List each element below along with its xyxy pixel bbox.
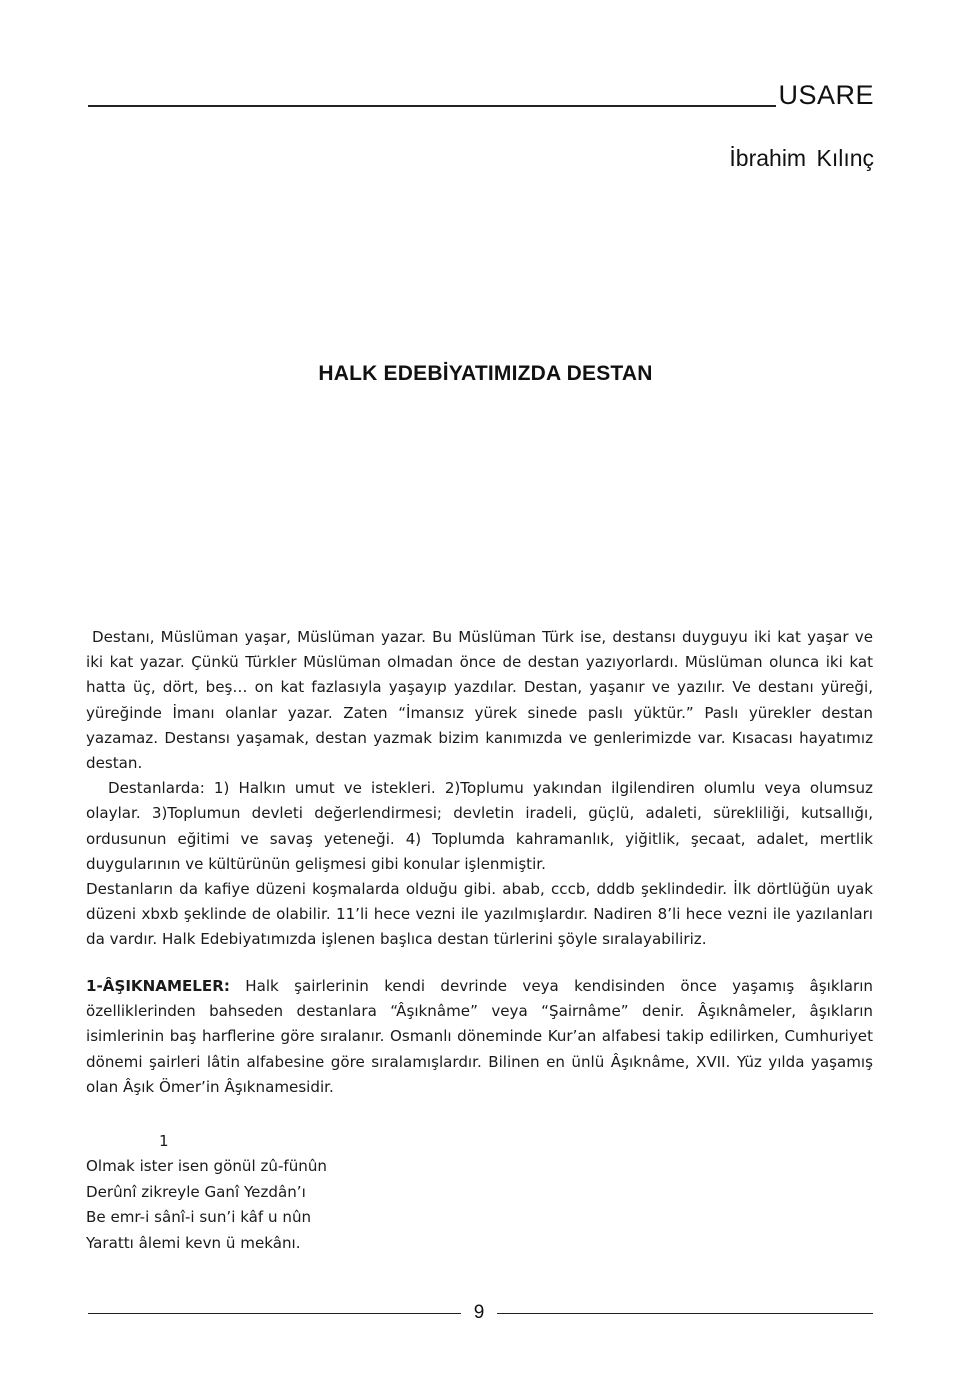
intro-section [86,625,873,953]
section-asiknameler [86,974,873,1100]
article-title: HALK EDEBİYATIMIZDA DESTAN [318,362,653,385]
poem-number: 1 [159,1132,169,1150]
poem-line: Olmak ister isen gönül zû-fünûn [86,1157,327,1176]
page-number: 9 [473,1302,485,1323]
section-body: Halk şairlerinin kendi devrinde veya kendisinden önce yaşamış âşıkların özelliklerinden bahseden destanlara “Âşıknâme” veya “Şairnâme” denir. Âşıknâmeler, âşıkların isimlerinin baş harflerine göre sıralanır. Osmanlı döneminde Kur’an alfabesi takip edilirken, Cumhuriyet dönemi şairleri lâtin alfabesine göre sıralamışlardır. Bilinen en ünlü Âşıknâme, XVII. Yüz yılda yaşamış olan Âşık Ömer’in Âşıknamesidir. [86,977,873,1096]
footer-rule-right [497,1313,873,1314]
poem-line: Yarattı âlemi kevn ü mekânı. [86,1233,301,1252]
section-paragraph [86,974,873,1100]
section-heading: 1-ÂŞIKNAMELER: [86,977,230,995]
paragraph-intro: Destanı, Müslüman yaşar, Müslüman yazar. Bu Müslüman Türk ise, destansı duyguyu iki kat yaşar ve iki kat yazar. Çünkü Türkler Müslüman olmadan önce de destan yazıyorlardı. Müslüman olunca iki kat hatta üç, dört, beş… on kat fazlasıyla yaşayıp yazdılar. Destan, yaşanır ve yazılır. Ve destanı yüreği, yüreğinde İmanı olanlar yazar. Zaten “İmansız yürek sinede paslı yüktür.” Paslı yürekler destan yazamaz. Destansı yaşamak, destan yazmak bizim kanımızda ve genlerimizde var. Kısacası hayatımız destan. [86,628,873,773]
poem-line: Be emr-i sânî-i sun’i kâf u nûn [86,1208,312,1227]
paragraph-themes: Destanlarda: 1) Halkın umut ve istekleri. 2)Toplumu yakından ilgilendiren olumlu veya olumsuz olaylar. 3)Toplumun devleti değerlendirmesi; devletin iradeli, güçlü, adaleti, sürekliliği, kutsallığı, ordusunun eğitimi ve savaş yeteneği. 4) Toplumda kahramanlık, yiğitlik, şecaat, adalet, mertlik duygularının ve kültürünün gelişmesi gibi konular işlenmiştir. [86,779,873,873]
journal-name: USARE [778,80,874,110]
header-rule [88,105,776,107]
poem-block [86,1129,327,1256]
poem-line: Derûnî zikreyle Ganî Yezdân’ı [86,1182,306,1201]
paragraph-rhyme: Destanların da kafiye düzeni koşmalarda olduğu gibi. abab, cccb, dddb şeklindedir. İlk dörtlüğün uyak düzeni xbxb şeklinde de olabilir. 11’li hece vezni ile yazılmışlardır. Nadiren 8’li hece vezni ile yazılanları da vardır. Halk Edebiyatımızda işlenen başlıca destan türlerini şöyle sıralayabiliriz. [86,880,873,949]
author-name: İbrahim Kılınç [729,145,874,171]
footer-rule-left [88,1313,461,1314]
